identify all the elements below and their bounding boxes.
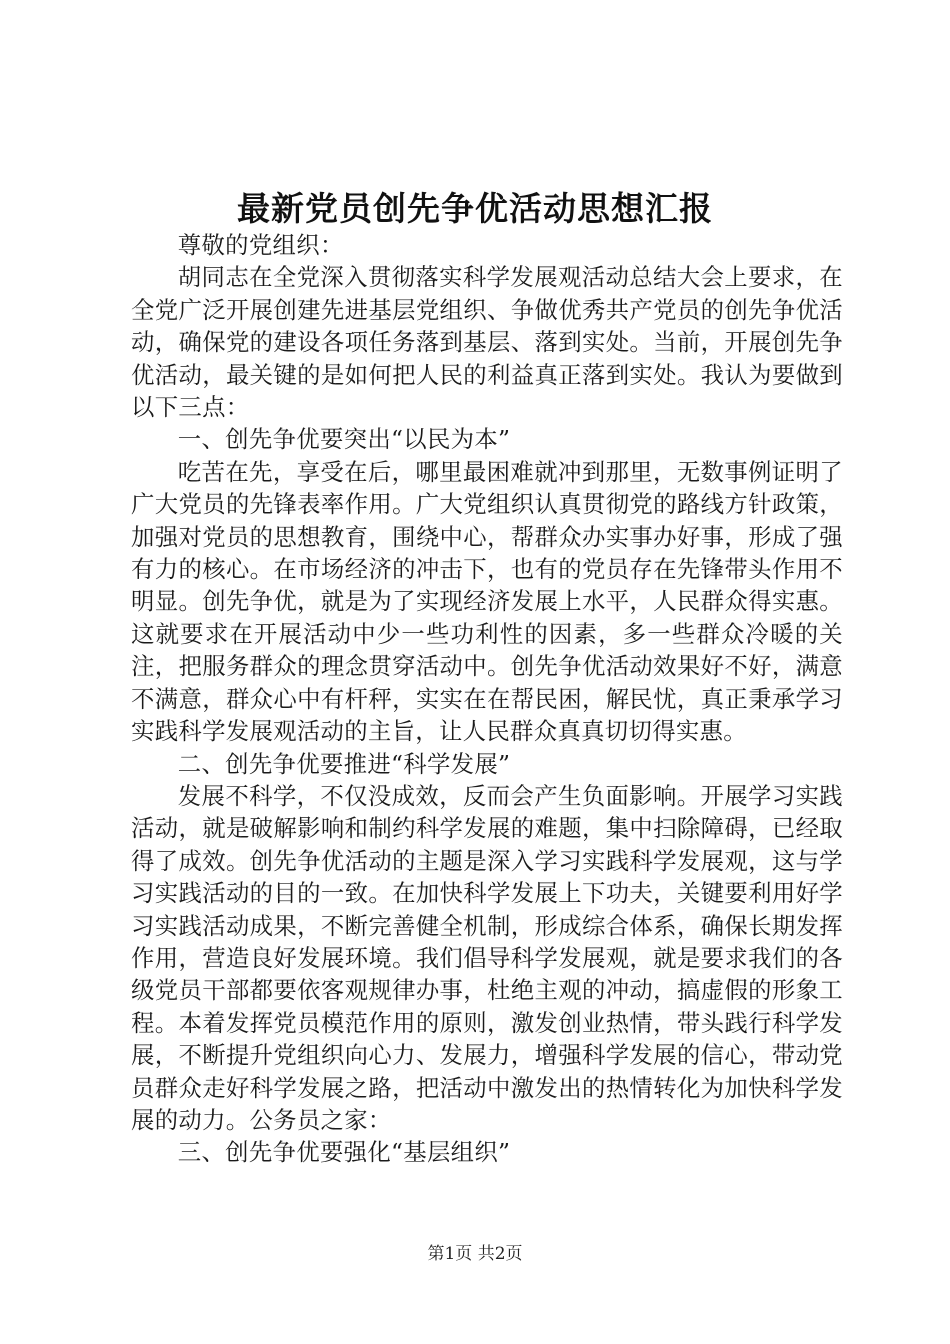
intro-paragraph: 胡同志在全党深入贯彻落实科学发展观活动总结大会上要求，在全党广泛开展创建先进基层党组织、争做优秀共产党员的创先争优活动，确保党的建设各项任务落到基层、落到实处。当前，开展创先争优活动，最关键的是如何把人民的利益真正落到实处。我认为要做到以下三点： [131,263,843,422]
section-heading-2: 二、创先争优要推进“科学发展” [177,749,511,778]
section-paragraph-2: 发展不科学，不仅没成效，反而会产生负面影响。开展学习实践活动，就是破解影响和制约科学发展的难题，集中扫除障碍，已经取得了成效。创先争优活动的主题是深入学习实践科学发展观，这与学习实践活动的目的一致。在加快科学发展上下功夫，关键要利用好学习实践活动成果，不断完善健全机制，形成综合体系，确保长期发挥作用，营造良好发展环境。我们倡导科学发展观，就是要求我们的各级党员干部都要依客观规律办事，杜绝主观的冲动，搞虚假的形象工程。本着发挥党员模范作用的原则，激发创业热情，带头践行科学发展，不断提升党组织向心力、发展力，增强科学发展的信心，带动党员群众走好科学发展之路，把活动中激发出的热情转化为加快科学发展的动力。公务员之家： [131,781,843,1134]
section-heading-3: 三、创先争优要强化“基层组织” [177,1138,511,1167]
page-footer: 第1页 共2页 [427,1244,523,1264]
document-body [131,229,843,1169]
section-paragraph-1: 吃苦在先，享受在后，哪里最困难就冲到那里，无数事例证明了广大党员的先锋表率作用。广大党组织认真贯彻党的路线方针政策，加强对党员的思想教育，围绕中心，帮群众办实事办好事，形成了强有力的核心。在市场经济的冲击下，也有的党员存在先锋带头作用不明显。创先争优，就是为了实现经济发展上水平，人民群众得实惠。这就要求在开展活动中少一些功利性的因素，多一些群众冷暖的关注，把服务群众的理念贯穿活动中。创先争优活动效果好不好，满意不满意，群众心中有杆秤，实实在在帮民困，解民忧，真正秉承学习实践科学发展观活动的主旨，让人民群众真真切切得实惠。 [131,457,843,746]
salutation: 尊敬的党组织： [177,231,344,259]
section-heading-1: 一、创先争优要突出“以民为本” [177,425,511,454]
document-title: 最新党员创先争优活动思想汇报 [237,189,713,228]
